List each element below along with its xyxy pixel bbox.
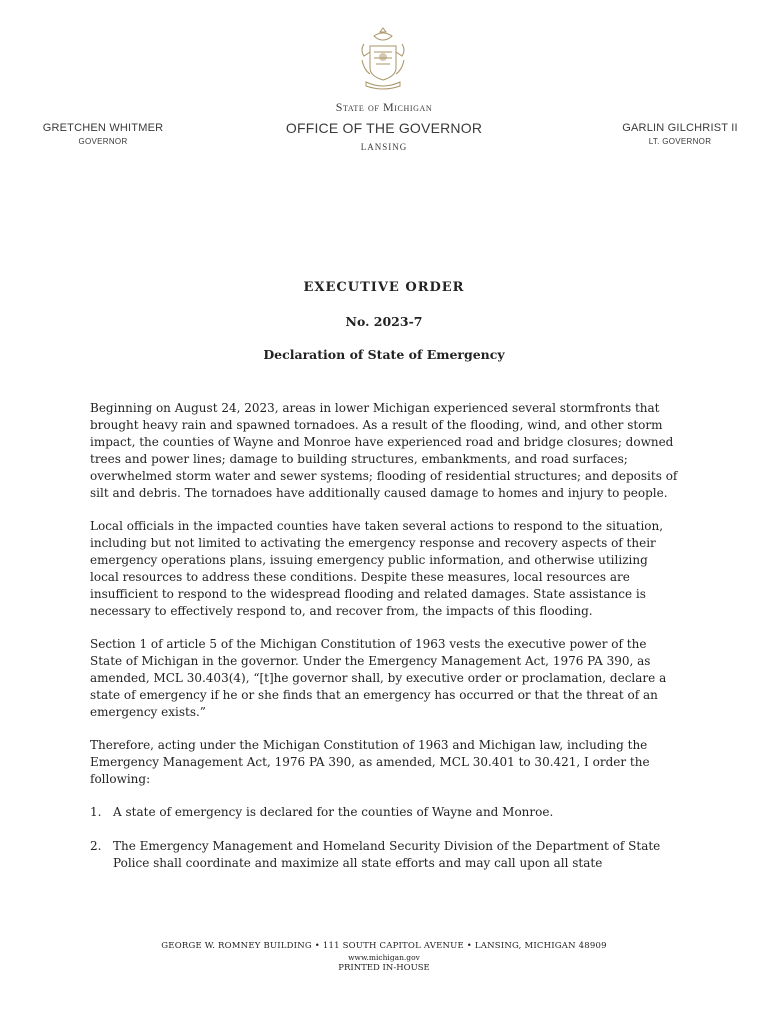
state-name: State of Michigan <box>335 100 433 114</box>
governor-title: GOVERNOR <box>78 137 128 146</box>
footer-address: GEORGE W. ROMNEY BUILDING • 111 SOUTH CAPITOL AVENUE • LANSING, MICHIGAN 48909 <box>161 941 607 951</box>
order-heading: EXECUTIVE ORDER <box>303 280 465 295</box>
paragraph: Local officials in the impacted counties have taken several actions to respond to the situation, including but not limited to activating the emergency response and recovery aspects of their emergency operations plans, issuing emergency public information, and otherwise utilizing local resources to address these conditions. Despite these measures, local resources are insufficient to respond to the widespread flooding and related damages. State assistance is necessary to effectively respond to, and recover from, the impacts of this flooding. <box>90 519 664 618</box>
order-item <box>90 804 680 821</box>
office-city: LANSING <box>360 142 408 152</box>
lt-governor-name: GARLIN GILCHRIST II <box>622 122 738 134</box>
order-item-number: 2. <box>90 839 102 853</box>
footer-printed: PRINTED IN-HOUSE <box>338 963 430 973</box>
page-footer <box>0 941 768 973</box>
lt-governor-title: LT. GOVERNOR <box>648 137 712 146</box>
paragraph: Therefore, acting under the Michigan Constitution of 1963 and Michigan law, including the Emergency Management Act, 1976 PA 390, as amended, MCL 30.401 to 30.421, I order the following: <box>90 738 650 786</box>
order-item <box>90 838 680 872</box>
order-list <box>90 804 680 872</box>
governor-block <box>38 122 168 146</box>
lt-governor-block <box>614 122 746 146</box>
footer-website: www.michigan.gov <box>348 953 420 962</box>
state-seal-icon <box>356 26 410 92</box>
order-item-number: 1. <box>90 805 102 819</box>
order-subject: Declaration of State of Emergency <box>263 347 505 362</box>
order-body <box>90 400 680 889</box>
order-item-text: The Emergency Management and Homeland Security Division of the Department of State Police shall coordinate and maximize all state efforts and may call upon all state <box>113 839 661 870</box>
order-item-text: A state of emergency is declared for the counties of Wayne and Monroe. <box>113 805 554 819</box>
paragraph: Section 1 of article 5 of the Michigan Constitution of 1963 vests the executive power of the State of Michigan in the governor. Under the Emergency Management Act, 1976 PA 390, as amended, MCL 30.403(4), “[t]he governor shall, by executive order or proclamation, declare a state of emergency if he or she finds that an emergency has occurred or that the threat of an emergency exists.” <box>90 637 667 719</box>
paragraph: Beginning on August 24, 2023, areas in lower Michigan experienced several stormfronts that brought heavy rain and spawned tornadoes. As a result of the flooding, wind, and other storm impact, the counties of Wayne and Monroe have experienced road and bridge closures; downed trees and power lines; damage to building structures, embankments, and road surfaces; overwhelmed storm water and sewer systems; flooding of residential structures; and deposits of silt and debris. The tornadoes have additionally caused damage to homes and injury to people. <box>90 401 678 500</box>
office-block <box>234 100 534 152</box>
governor-name: GRETCHEN WHITMER <box>42 122 164 134</box>
order-number: No. 2023-7 <box>345 314 423 329</box>
office-name: OFFICE OF THE GOVERNOR <box>285 120 483 136</box>
